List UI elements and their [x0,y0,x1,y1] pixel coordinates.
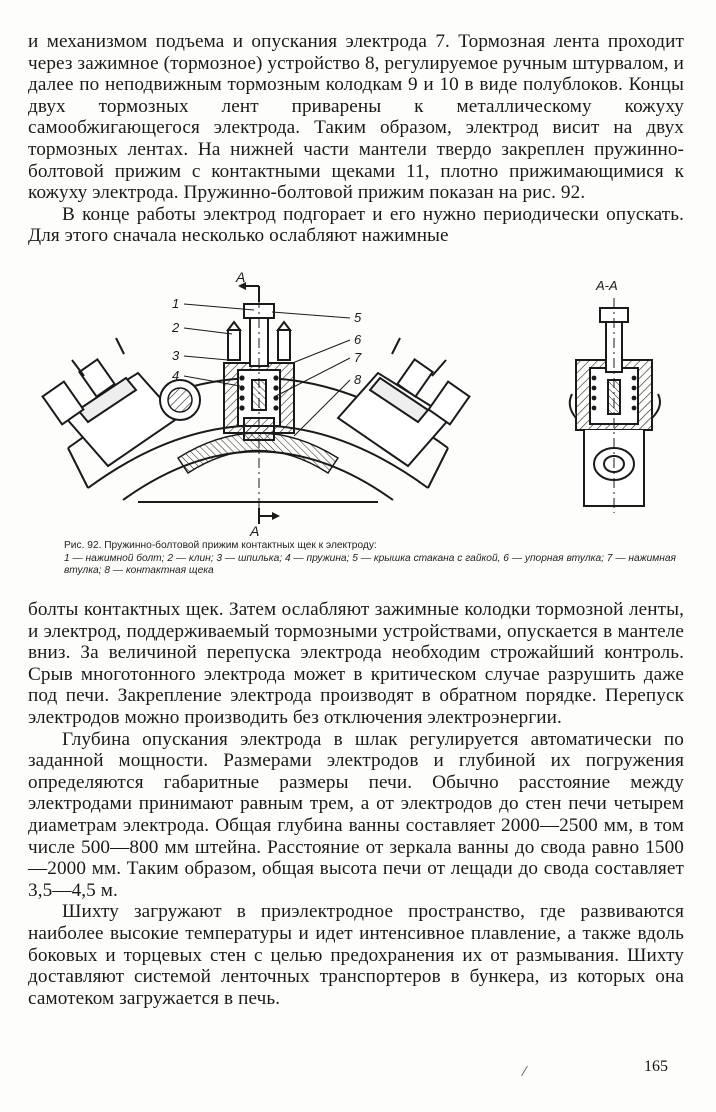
section-marker-bottom: A [250,523,260,538]
bottom-text-block [28,599,684,1009]
paragraph: болты контактных щек. Затем ослабляют зажимные колодки тормозной ленты, и электрод, поддерживаемый тормозными устройствами, опускается в мантеле вниз. За величиной перепуска электрода необходим строжайший контроль. Срыв многотонного электрода может в критическом случае разрушить даже под печи. Закрепление электрода производят в обратном порядке. Перепуск электродов можно производить без отключения электроэнергии. [28,599,684,728]
callout-5: 5 [354,310,362,325]
figure-92 [28,268,688,588]
section-title: A-A [596,278,618,293]
caption-legend: 1 — нажимной болт; 2 — клин; 3 — шпилька; 4 — пружина; 5 — крышка стакана с гайкой, 6 — упорная втулка; 7 — нажимная втулка; 8 — контактная щека [64,552,676,577]
spring-bolt-clamp-drawing [28,268,688,538]
callout-7: 7 [354,350,362,365]
figure-caption [64,540,676,578]
top-text-block [28,31,684,247]
paragraph: Глубина опускания электрода в шлак регулируется автоматически по заданной мощности. Размерами электродов и глубиной их погружения определяются габаритные размеры печи. Обычно расстояние между электродами принимают равным трем, а от электродов до стен печи четырем диаметрам электрода. Общая глубина ванны составляет 2000—2500 мм, в том числе 500—800 мм штейна. Расстояние от зеркала ванны до свода равно 1500—2000 мм. Таким образом, общая высота печи от лещади до свода составляет 3,5—4,5 м. [28,728,684,901]
caption-title: Рис. 92. Пружинно-болтовой прижим контактных щек к электроду: [64,540,377,551]
paragraph: В конце работы электрод подгорает и его нужно периодически опускать. Для этого сначала несколько ослабляют нажимные [28,203,684,247]
callout-6: 6 [354,332,362,347]
paragraph: Шихту загружают в приэлектродное пространство, где развиваются наиболее высокие температуры и идет интенсивное плавление, а также вдоль боковых и торцевых стен с целью предохранения их от размывания. Шихту доставляют системой ленточных транспортеров в бункера, из которых она самотеком загружается в печь. [28,901,684,1009]
callout-2: 2 [172,320,180,335]
section-marker-top: A [236,269,246,285]
page-number: 165 [644,1058,668,1075]
stray-pen-mark: / [520,1062,529,1081]
callout-4: 4 [172,368,180,383]
callout-8: 8 [354,372,362,387]
paragraph: и механизмом подъема и опускания электрода 7. Тормозная лента проходит через зажимное (тормозное) устройство 8, регулируемое ручным штурвалом, и далее по неподвижным тормозным колодкам 9 и 10 в виде полублоков. Концы двух тормозных лент приварены к металлическому кожуху самообжигающегося электрода. Таким образом, электрод висит на двух тормозных лентах. На нижней части мантели твердо закреплен пружинно-болтовой прижим с контактными щеками 11, плотно прижимающимися к кожуху электрода. Пружинно-болтовой прижим показан на рис. 92. [28,31,684,204]
callout-3: 3 [172,348,180,363]
callout-1: 1 [172,296,180,311]
